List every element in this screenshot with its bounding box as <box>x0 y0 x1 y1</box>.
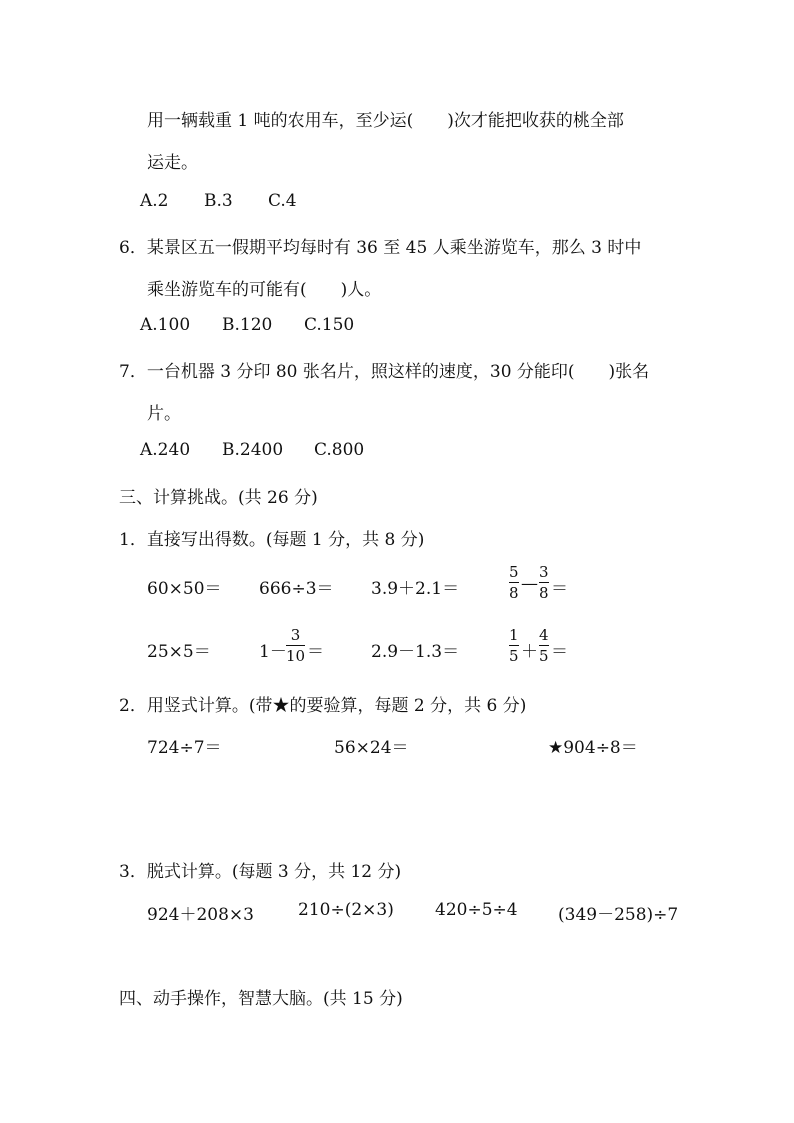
fraction-1-5 <box>509 626 519 665</box>
part2-title: 2．用竖式计算。(带★的要验算，每题 2 分，共 6 分) <box>119 696 527 716</box>
q5-line1: 用一辆载重 1 吨的农用车，至少运( )次才能把收获的桃全部 <box>147 111 624 131</box>
calc-25x5: 25×5＝ <box>147 642 211 662</box>
fraction-3-8 <box>539 563 549 602</box>
stepwise-calc-3: 420÷5÷4 <box>435 900 518 920</box>
q7-option-a: A.240 <box>140 440 191 460</box>
fraction-bar <box>509 645 519 646</box>
vertical-calc-904div8: ★904÷8＝ <box>548 738 638 758</box>
equals-sign: ＝ <box>551 642 568 662</box>
part3-title: 3．脱式计算。(每题 3 分，共 12 分) <box>119 862 402 882</box>
q6-option-b: B.120 <box>222 315 273 335</box>
minus-sign: — <box>521 574 538 594</box>
q6-option-a: A.100 <box>140 315 191 335</box>
fraction-bar <box>286 645 305 646</box>
q7-option-b: B.2400 <box>222 440 284 460</box>
q6-line2: 乘坐游览车的可能有( )人。 <box>147 280 382 300</box>
numerator: 5 <box>509 563 519 581</box>
q6-option-c: C.150 <box>304 315 355 335</box>
q7-line2: 片。 <box>147 404 181 424</box>
fraction-5-8 <box>509 563 519 602</box>
fraction-4-5 <box>539 626 549 665</box>
q5-option-a: A.2 <box>140 191 169 211</box>
numerator: 4 <box>539 626 549 644</box>
plus-sign: ＋ <box>521 642 538 662</box>
vertical-calc-724div7: 724÷7＝ <box>147 738 222 758</box>
equals-sign: ＝ <box>551 579 568 599</box>
calc-60x50: 60×50＝ <box>147 579 222 599</box>
q5-line2: 运走。 <box>147 153 198 173</box>
denominator: 8 <box>509 584 519 602</box>
fraction-bar <box>509 582 519 583</box>
fraction-bar <box>539 582 549 583</box>
numerator: 3 <box>290 626 301 644</box>
fraction-3-10 <box>286 626 305 665</box>
calc-3.9plus2.1: 3.9＋2.1＝ <box>371 579 460 599</box>
stepwise-calc-2: 210÷(2×3) <box>298 900 394 920</box>
stepwise-calc-4: (349－258)÷7 <box>558 905 679 925</box>
denominator: 5 <box>539 647 549 665</box>
denominator: 5 <box>509 647 519 665</box>
vertical-calc-56x24: 56×24＝ <box>334 738 409 758</box>
denominator: 10 <box>286 647 306 665</box>
section3-title: 三、计算挑战。(共 26 分) <box>119 488 318 508</box>
stepwise-calc-1: 924＋208×3 <box>147 905 254 925</box>
calc-2.9minus1.3: 2.9－1.3＝ <box>371 642 460 662</box>
q7-line1: 7．一台机器 3 分印 80 张名片，照这样的速度，30 分能印( )张名 <box>119 362 650 382</box>
numerator: 1 <box>509 626 519 644</box>
part1-title: 1．直接写出得数。(每题 1 分，共 8 分) <box>119 530 425 550</box>
equals-sign: ＝ <box>307 642 324 662</box>
fraction-bar <box>539 645 549 646</box>
q5-option-c: C.4 <box>268 191 297 211</box>
denominator: 8 <box>539 584 549 602</box>
numerator: 3 <box>539 563 549 581</box>
one-minus: 1－ <box>259 642 287 662</box>
section4-title: 四、动手操作，智慧大脑。(共 15 分) <box>119 989 403 1009</box>
calc-666div3: 666÷3＝ <box>259 579 334 599</box>
q6-line1: 6．某景区五一假期平均每时有 36 至 45 人乘坐游览车，那么 3 时中 <box>119 238 642 258</box>
q5-option-b: B.3 <box>204 191 233 211</box>
q7-option-c: C.800 <box>314 440 365 460</box>
